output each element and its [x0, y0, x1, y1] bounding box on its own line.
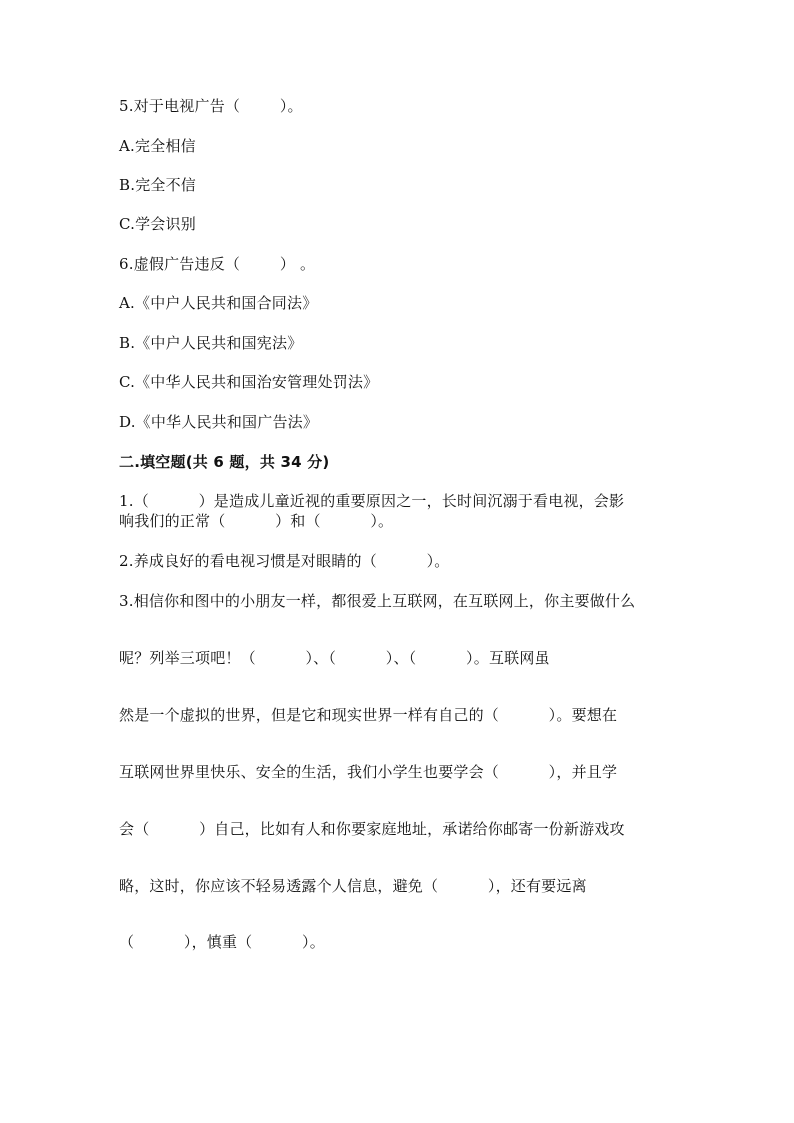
- fill-question-3-line-5: 会（ ）自己，比如有人和你要家庭地址，承诺给你邮寄一份新游戏攻: [119, 820, 625, 838]
- question-6-option-c: C.《中华人民共和国治安管理处罚法》: [119, 373, 379, 391]
- fill-question-1-line-1: 1.（ ）是造成儿童近视的重要原因之一，长时间沉溺于看电视，会影: [119, 492, 625, 510]
- question-6-option-b: B.《中户人民共和国宪法》: [119, 334, 303, 352]
- fill-question-3-line-7: （ ），慎重（ ）。: [119, 933, 325, 951]
- fill-question-1-line-2: 响我们的正常（ ）和（ ）。: [119, 512, 394, 530]
- question-6-stem: 6.虚假广告违反（ ） 。: [119, 255, 316, 273]
- fill-question-3-line-6: 略，这时，你应该不轻易透露个人信息，避免（ ），还有要远离: [119, 877, 587, 895]
- fill-question-3-line-4: 互联网世界里快乐、安全的生活，我们小学生也要学会（ ），并且学: [119, 763, 618, 781]
- fill-question-2: 2.养成良好的看电视习惯是对眼睛的（ ）。: [119, 552, 450, 570]
- question-5-option-a: A.完全相信: [119, 137, 196, 155]
- question-5-option-b: B.完全不信: [119, 176, 196, 194]
- fill-question-3-line-2: 呢？列举三项吧！（ ）、（ ）、（ ）。互联网虽: [119, 649, 550, 667]
- fill-question-3-line-3: 然是一个虚拟的世界，但是它和现实世界一样有自己的（ ）。要想在: [119, 706, 618, 724]
- question-5-stem: 5.对于电视广告（ ）。: [119, 97, 303, 115]
- fill-question-3-line-1: 3.相信你和图中的小朋友一样，都很爱上互联网，在互联网上，你主要做什么: [119, 592, 636, 610]
- question-5-option-c: C.学会识别: [119, 215, 196, 233]
- question-6-option-a: A.《中户人民共和国合同法》: [119, 294, 318, 312]
- question-6-option-d: D.《中华人民共和国广告法》: [119, 413, 319, 431]
- section-2-heading: 二.填空题(共 6 题，共 34 分): [119, 453, 330, 471]
